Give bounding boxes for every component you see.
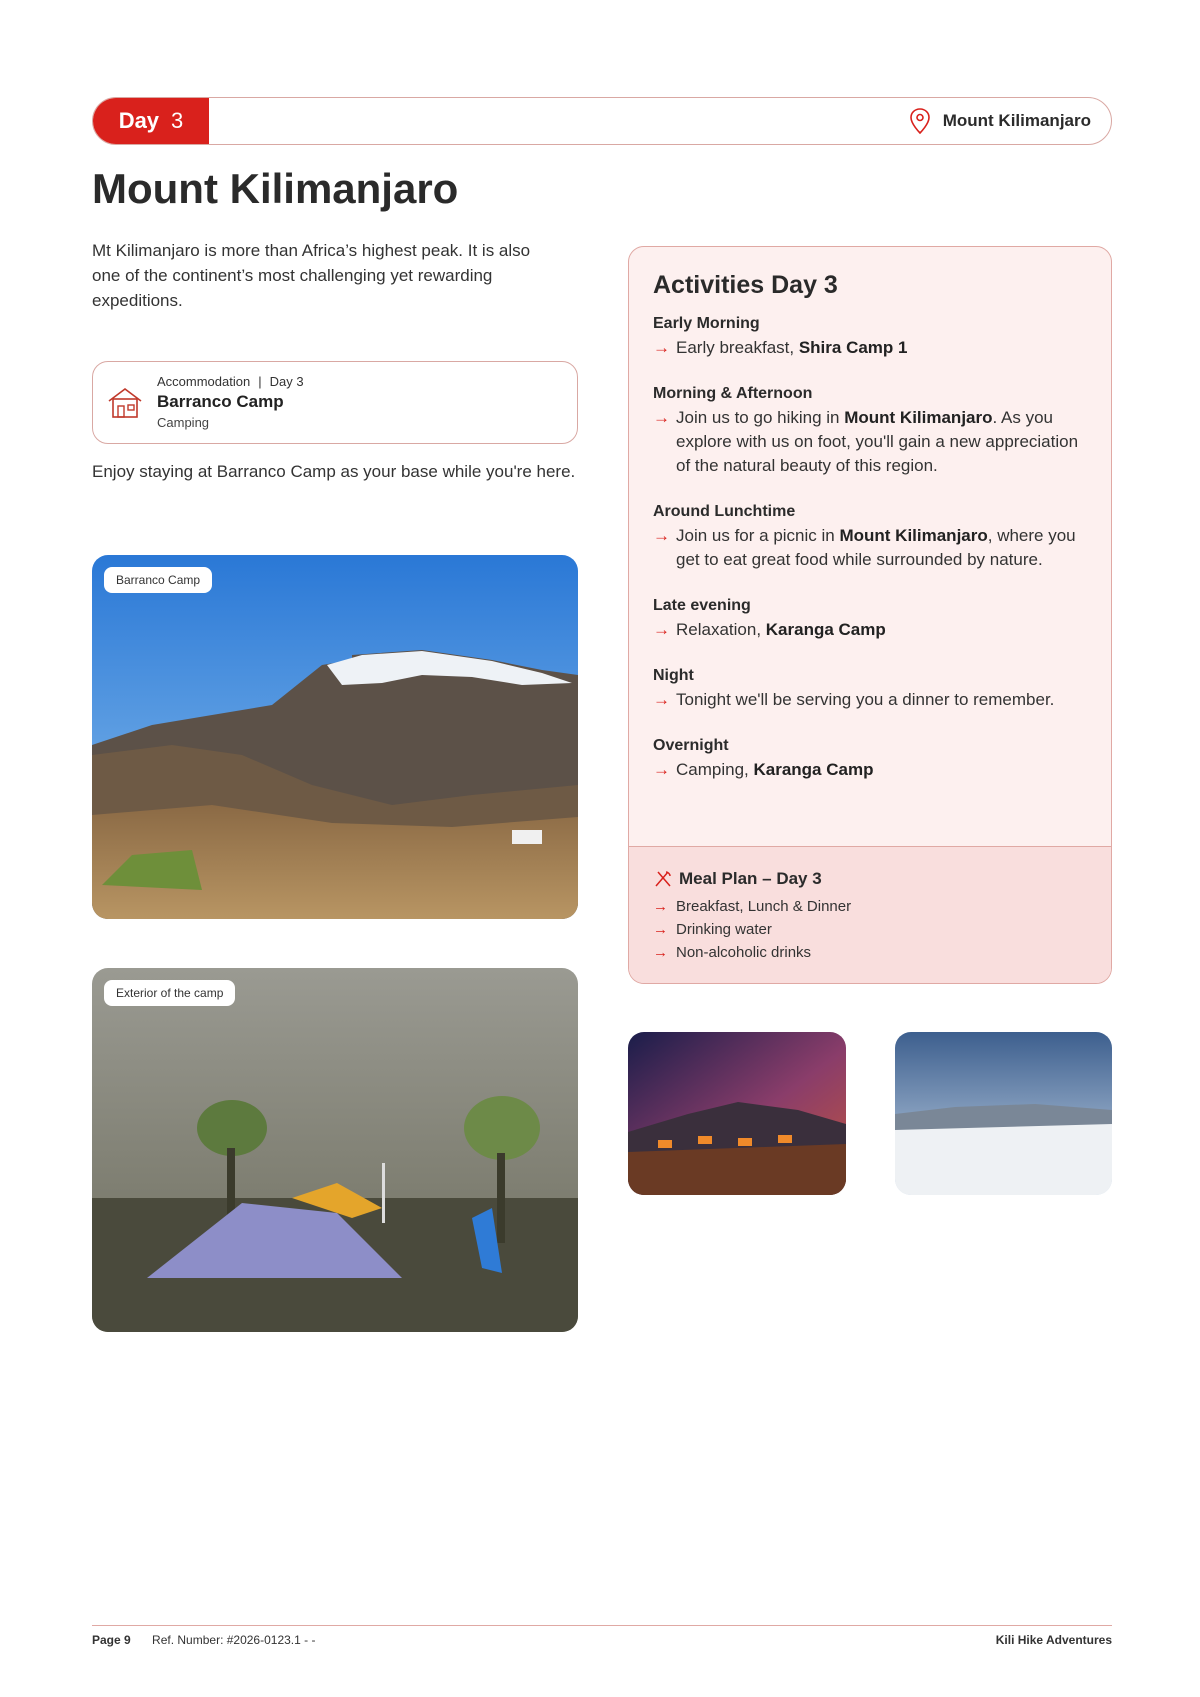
activity-line (653, 336, 1087, 360)
arrow-right-icon: → (653, 620, 670, 639)
activity-description (676, 618, 886, 642)
activity-time: Around Lunchtime (653, 503, 796, 520)
activities-list (653, 312, 1087, 782)
utensils-icon (653, 869, 673, 889)
meal-plan-title (653, 869, 1087, 889)
activity-text: Relaxation, (676, 620, 766, 639)
stay-text: Enjoy staying at Barranco Camp as your base while you're here. (92, 462, 576, 481)
meal-plan-title-text: Meal Plan – Day 3 (679, 869, 822, 888)
meal-item-label: Drinking water (676, 921, 772, 938)
activity-item (653, 734, 1087, 782)
activity-time: Late evening (653, 597, 751, 614)
accommodation-meta: Accommodation | Day 3 (157, 373, 304, 389)
accommodation-meta-day: Day 3 (269, 373, 304, 389)
activities-panel (628, 246, 1112, 984)
night-sky-photo (628, 1032, 846, 1195)
meal-plan (629, 846, 1111, 984)
arrow-right-icon: → (653, 690, 670, 709)
activity-description (676, 336, 907, 360)
photo-barranco-camp (92, 555, 578, 919)
mountain-photo (92, 555, 578, 919)
meal-item-label: Breakfast, Lunch & Dinner (676, 898, 852, 915)
activity-line (653, 524, 1087, 572)
meal-item (653, 895, 1087, 918)
activity-time: Overnight (653, 737, 729, 754)
meal-list (653, 895, 1087, 964)
activity-description (676, 688, 1054, 712)
day-header-bar (92, 97, 1112, 145)
photo-camp-exterior (92, 968, 578, 1332)
activities-title-day: Day 3 (771, 271, 838, 299)
activity-place: Mount Kilimanjaro (839, 526, 988, 545)
intro-text: Mt Kilimanjaro is more than Africa’s highest peak. It is also one of the continent’s most challenging yet rewarding expeditions. (92, 241, 531, 310)
company-name: Kili Hike Adventures (995, 1633, 1112, 1647)
activity-description (676, 524, 1087, 572)
activities-title-bold: Activities (653, 271, 765, 299)
activity-item (653, 594, 1087, 642)
activity-line (653, 618, 1087, 642)
photo-night-sky (628, 1032, 846, 1195)
activity-item (653, 664, 1087, 712)
day-number: 3 (171, 108, 184, 133)
activity-place: Karanga Camp (765, 620, 886, 639)
activity-line (653, 688, 1087, 712)
accommodation-meta-label: Accommodation (157, 373, 251, 389)
activity-time: Early Morning (653, 315, 760, 332)
page-title: Mount Kilimanjaro (92, 165, 459, 212)
activities-title (653, 271, 1087, 300)
activity-line (653, 758, 1087, 782)
activity-place: Shira Camp 1 (798, 338, 908, 357)
activity-text: Tonight we'll be serving you a dinner to remember. (676, 690, 1055, 709)
activity-item (653, 500, 1087, 572)
activity-text: Join us for a picnic in (676, 526, 840, 545)
arrow-right-icon: → (653, 408, 670, 427)
activity-description (676, 758, 873, 782)
arrow-right-icon: → (653, 338, 670, 357)
activity-time: Night (653, 667, 694, 684)
activity-item (653, 312, 1087, 360)
arrow-right-icon: → (653, 921, 668, 938)
activity-text: Join us to go hiking in (676, 408, 845, 427)
arrow-right-icon: → (653, 526, 670, 545)
arrow-right-icon: → (653, 898, 668, 915)
activity-place: Karanga Camp (753, 760, 874, 779)
activity-text-rest: , where you get to eat great food while surrounded by nature. (676, 526, 1076, 569)
footer-right (996, 1633, 1112, 1647)
activity-time: Morning & Afternoon (653, 385, 813, 402)
arrow-right-icon: → (653, 944, 668, 961)
reference-number: Ref. Number: #2026-0123.1 - - (152, 1633, 316, 1647)
accommodation-details (157, 373, 304, 433)
meal-item (653, 941, 1087, 964)
page-number: Page 9 (92, 1633, 131, 1647)
accommodation-card (92, 361, 578, 444)
activity-item (653, 382, 1087, 478)
activity-text: Early breakfast, (676, 338, 799, 357)
activity-description (676, 406, 1087, 478)
activity-text: Camping, (676, 760, 754, 779)
activity-line (653, 406, 1087, 478)
activity-place: Mount Kilimanjaro (844, 408, 993, 427)
accommodation-type: Camping (157, 414, 210, 430)
footer-divider (92, 1625, 1112, 1626)
photo-label: Barranco Camp (104, 567, 212, 593)
camp-photo (92, 968, 578, 1332)
summit-snow-photo (895, 1032, 1112, 1195)
location-label: Mount Kilimanjaro (942, 111, 1091, 130)
map-pin-icon (909, 107, 931, 135)
photo-label: Exterior of the camp (104, 980, 235, 1006)
arrow-right-icon: → (653, 760, 670, 779)
footer-left (92, 1633, 315, 1647)
day-pill (93, 98, 209, 144)
day-location (909, 107, 1091, 135)
meal-item-label: Non-alcoholic drinks (676, 944, 812, 961)
photo-summit-snow (895, 1032, 1112, 1195)
day-word: Day (118, 108, 160, 133)
accommodation-name: Barranco Camp (157, 391, 284, 411)
meal-item (653, 918, 1087, 941)
house-icon (107, 386, 143, 420)
activity-text-rest: . As you explore with us on foot, you'll gain a new appreciation of the natural beauty of this region. (676, 408, 1079, 475)
